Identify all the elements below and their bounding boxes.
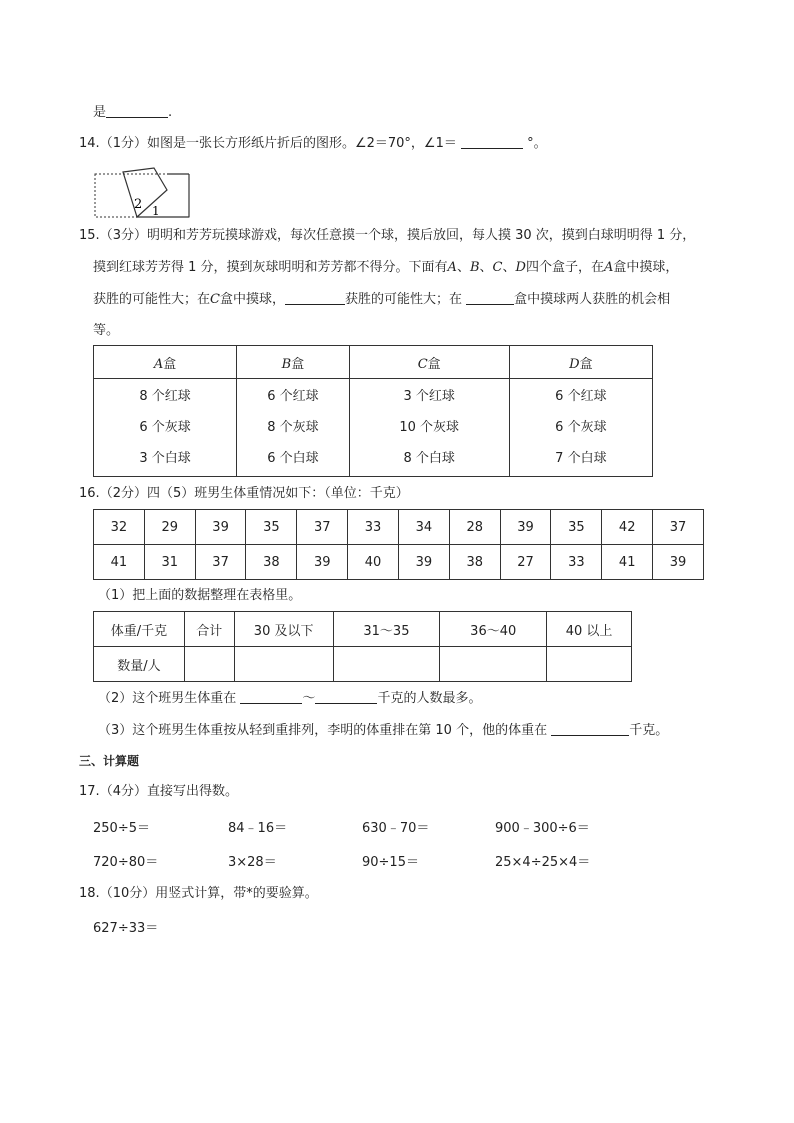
box-b-white: 6 个白球 — [267, 451, 319, 466]
q15-text-2c: 盒中摸球， — [613, 260, 679, 275]
sep: 、 — [502, 260, 516, 275]
tilde: ～ — [302, 691, 316, 706]
q14-text: 如图是一张长方形纸片折后的图形。∠2＝70°，∠1＝ — [146, 136, 457, 151]
box-c-letter: C — [210, 292, 220, 307]
box-b-red: 6 个红球 — [267, 389, 319, 404]
box-d-letter: D — [515, 260, 526, 275]
q15-line4 — [93, 323, 119, 339]
weight-data-row — [94, 510, 704, 545]
q16-sub3-end: 千克。 — [629, 723, 669, 738]
q15-score: （3分） — [99, 228, 147, 243]
sep: 、 — [456, 260, 470, 275]
q14-score: （1分） — [99, 136, 147, 151]
box-c-contents — [349, 379, 509, 477]
ball-box-table — [93, 345, 653, 477]
box-a-contents — [94, 379, 237, 477]
q16-sub2-blank-1[interactable] — [240, 690, 302, 704]
q15-text-4: 等。 — [93, 323, 120, 338]
tally-header-total: 合计 — [184, 612, 234, 647]
weight-cell: 27 — [500, 545, 551, 580]
calc-item: 630﹣70＝ — [362, 821, 430, 836]
calc-item: 720÷80＝ — [93, 855, 159, 870]
box-d-white: 7 个白球 — [555, 451, 607, 466]
q18-stem — [79, 886, 318, 902]
weight-cell: 37 — [653, 510, 704, 545]
weight-cell: 38 — [449, 545, 500, 580]
q18-score: （10分） — [99, 886, 156, 901]
weight-cell: 41 — [602, 545, 653, 580]
tally-header-weight: 体重/千克 — [94, 612, 185, 647]
q18-expression: 627÷33＝ — [93, 921, 159, 936]
q15-line3 — [93, 291, 670, 308]
box-a-white: 3 个白球 — [139, 451, 191, 466]
weight-cell: 39 — [653, 545, 704, 580]
q13-end: . — [168, 105, 173, 120]
tally-count-row — [94, 647, 632, 682]
box-a-red: 8 个红球 — [139, 389, 191, 404]
weight-cell: 33 — [551, 545, 602, 580]
q13-answer-line — [93, 104, 172, 121]
q16-sub2-end: 千克的人数最多。 — [377, 691, 482, 706]
q16-sub1-text: （1）把上面的数据整理在表格里。 — [98, 588, 302, 603]
weight-cell: 39 — [398, 545, 449, 580]
angle-2-label: 2 — [134, 197, 143, 212]
weight-cell: 32 — [94, 510, 145, 545]
weight-cell: 29 — [144, 510, 195, 545]
q15-blank-2[interactable] — [466, 291, 514, 305]
box-c-white: 8 个白球 — [403, 451, 455, 466]
weight-tally-table — [93, 611, 632, 682]
calc-item: 25×4÷25×4＝ — [495, 855, 591, 870]
calc-item: 84﹣16＝ — [228, 821, 288, 836]
box-b-contents — [237, 379, 349, 477]
weight-cell: 38 — [246, 545, 297, 580]
q17-text: 直接写出得数。 — [146, 784, 238, 799]
q15-text-2: 摸到红球芳芳得 1 分，摸到灰球明明和芳芳都不得分。下面有 — [93, 260, 448, 275]
section-3-title: 三、计算题 — [79, 754, 140, 768]
box-a-letter: A — [447, 260, 457, 275]
q16-sub2 — [98, 690, 481, 707]
header-box-c — [349, 346, 509, 379]
q18-text: 用竖式计算，带*的要验算。 — [155, 886, 318, 901]
q14-unit: °。 — [527, 136, 547, 151]
weight-cell: 35 — [246, 510, 297, 545]
header-letter: A — [153, 356, 164, 372]
header-suffix: 盒 — [291, 356, 305, 372]
tally-cell[interactable] — [333, 647, 440, 682]
q16-number: 16. — [79, 486, 100, 501]
box-c-gray: 10 个灰球 — [399, 420, 460, 435]
folded-paper-figure — [93, 166, 193, 220]
weight-cell: 39 — [195, 510, 246, 545]
header-box-d — [509, 346, 652, 379]
weight-cell: 35 — [551, 510, 602, 545]
q15-text-3b: 盒中摸球， — [219, 292, 285, 307]
q13-blank[interactable] — [106, 104, 168, 118]
q16-text: 四（5）班男生体重情况如下：（单位：千克） — [146, 486, 409, 501]
q16-sub1 — [98, 588, 301, 604]
box-c-letter: C — [492, 260, 503, 275]
weight-data-table — [93, 509, 704, 580]
box-a-gray: 6 个灰球 — [139, 420, 191, 435]
q16-score: （2分） — [99, 486, 147, 501]
tally-cell[interactable] — [440, 647, 547, 682]
q17-stem — [79, 784, 238, 800]
weight-cell: 28 — [449, 510, 500, 545]
folded-flap — [123, 168, 167, 217]
weight-cell: 41 — [94, 545, 145, 580]
angle-1-label: 1 — [152, 204, 160, 218]
q17-number: 17. — [79, 784, 100, 799]
q15-blank-1[interactable] — [285, 291, 345, 305]
section-heading — [79, 753, 139, 769]
weight-data-row — [94, 545, 704, 580]
q15-line2 — [93, 260, 678, 276]
q14-stem — [79, 135, 547, 152]
q15-text-3c: 获胜的可能性大；在 — [344, 292, 462, 307]
box-d-red: 6 个红球 — [555, 389, 607, 404]
weight-cell: 33 — [348, 510, 399, 545]
q15-line1 — [79, 228, 695, 244]
box-b-gray: 8 个灰球 — [267, 420, 319, 435]
weight-cell: 40 — [348, 545, 399, 580]
tally-cell[interactable] — [547, 647, 632, 682]
tally-header-range: 40 以上 — [547, 612, 632, 647]
q18-number: 18. — [79, 886, 100, 901]
q15-text-3: 获胜的可能性大；在 — [93, 292, 211, 307]
weight-cell: 31 — [144, 545, 195, 580]
q17-score: （4分） — [99, 784, 147, 799]
q16-sub3 — [98, 722, 668, 739]
calc-item: 900﹣300÷6＝ — [495, 821, 590, 836]
weight-cell: 34 — [398, 510, 449, 545]
sep: 、 — [479, 260, 493, 275]
box-a-letter: A — [603, 260, 614, 275]
header-box-b — [237, 346, 349, 379]
q13-text: 是 — [93, 105, 107, 120]
q16-sub3-blank[interactable] — [551, 722, 629, 736]
header-suffix: 盒 — [427, 356, 441, 372]
tally-header-range: 30 及以下 — [234, 612, 333, 647]
ball-box-header-row — [94, 346, 653, 379]
q15-text-3d: 盒中摸球两人获胜的机会相 — [514, 292, 671, 307]
tally-cell[interactable] — [234, 647, 333, 682]
weight-cell: 37 — [297, 510, 348, 545]
q15-number: 15. — [79, 228, 100, 243]
tally-header-range: 31～35 — [333, 612, 440, 647]
header-suffix: 盒 — [163, 356, 177, 372]
calc-item: 90÷15＝ — [362, 855, 419, 870]
box-b-letter: B — [469, 260, 480, 275]
calc-item: 250÷5＝ — [93, 821, 150, 836]
weight-cell: 37 — [195, 545, 246, 580]
header-box-a — [94, 346, 237, 379]
box-c-red: 3 个红球 — [403, 389, 455, 404]
q14-blank[interactable] — [461, 135, 523, 149]
tally-cell-total[interactable] — [184, 647, 234, 682]
header-suffix: 盒 — [579, 356, 593, 372]
q16-stem — [79, 486, 409, 502]
header-letter: B — [281, 356, 292, 372]
tally-header-range: 36～40 — [440, 612, 547, 647]
q15-text-1: 明明和芳芳玩摸球游戏，每次任意摸一个球，摸后放回，每人摸 30 次，摸到白球明明得 1 分， — [146, 228, 696, 243]
q14-number: 14. — [79, 136, 100, 151]
calc-item: 3×28＝ — [228, 855, 277, 870]
box-d-contents — [509, 379, 652, 477]
ball-box-content-row — [94, 379, 653, 477]
weight-cell: 39 — [297, 545, 348, 580]
q16-sub2-blank-2[interactable] — [315, 690, 377, 704]
tally-row-label: 数量/人 — [94, 647, 185, 682]
weight-cell: 42 — [602, 510, 653, 545]
tally-header-row — [94, 612, 632, 647]
q15-text-2b: 四个盒子，在 — [525, 260, 604, 275]
weight-cell: 39 — [500, 510, 551, 545]
box-d-gray: 6 个灰球 — [555, 420, 607, 435]
q16-sub2-text: （2）这个班男生体重在 — [98, 691, 237, 706]
header-letter: C — [417, 356, 428, 372]
q16-sub3-text: （3）这个班男生体重按从轻到重排列，李明的体重排在第 10 个，他的体重在 — [98, 723, 548, 738]
header-letter: D — [569, 356, 580, 372]
